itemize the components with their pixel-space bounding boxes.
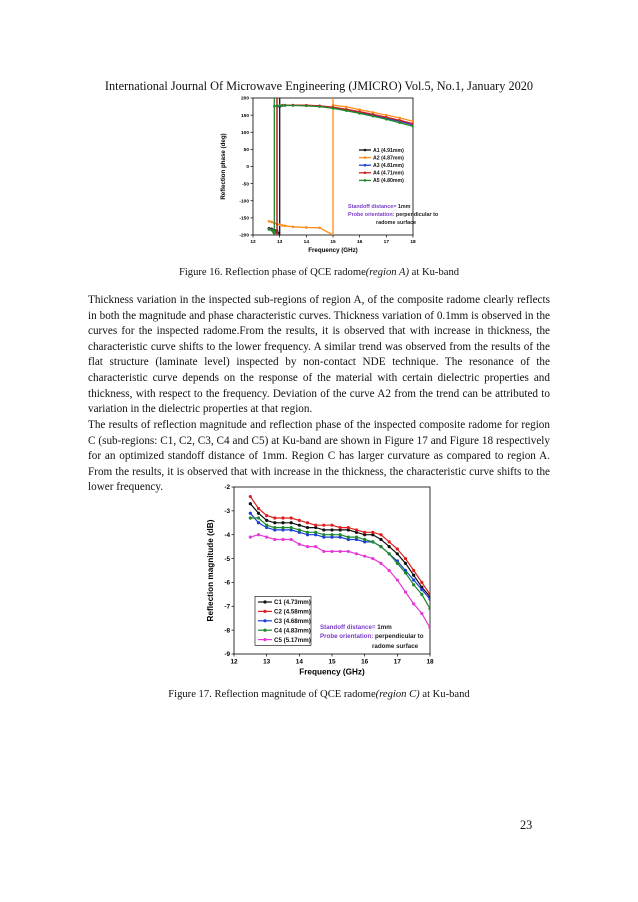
x-tick-label: 15 — [330, 239, 336, 245]
y-tick-label: -50 — [242, 182, 249, 188]
data-point — [428, 593, 431, 596]
y-tick-label: 150 — [240, 113, 249, 119]
y-axis-label: Reflection magnitude (dB) — [206, 519, 215, 622]
data-point — [330, 524, 333, 527]
data-point — [358, 112, 361, 115]
y-tick-label: -9 — [224, 651, 230, 659]
figure-17-annotation-line1 — [320, 624, 392, 631]
figure-17-caption — [0, 689, 638, 700]
data-point — [257, 507, 260, 510]
figure-16-caption-region: (region A) — [365, 267, 410, 278]
data-point — [306, 545, 309, 548]
figure-17-caption-band: at Ku-band — [419, 689, 470, 700]
data-point — [404, 571, 407, 574]
data-point — [276, 105, 279, 108]
data-point — [339, 533, 342, 536]
data-point — [347, 526, 350, 529]
data-point — [428, 626, 431, 629]
data-point — [412, 583, 415, 586]
figure-17-annotation-line2 — [320, 633, 424, 640]
data-point — [257, 521, 260, 524]
data-point — [298, 543, 301, 546]
data-point — [318, 105, 321, 108]
data-point — [292, 225, 295, 228]
data-point — [249, 512, 252, 515]
y-tick-label: -8 — [224, 627, 230, 635]
figure-16-annotation-standoff-value: 1mm — [396, 204, 411, 210]
legend-marker-5 — [263, 638, 266, 641]
figure-16-annotation-line1 — [348, 204, 411, 210]
data-point — [398, 121, 401, 124]
figure-16-caption-main: Figure 16. Reflection phase of QCE radome — [178, 267, 366, 278]
x-tick-label: 13 — [276, 239, 283, 245]
data-point — [412, 120, 415, 123]
x-axis-label: Frequency (GHz) — [299, 667, 365, 677]
y-tick-label: -5 — [224, 555, 230, 563]
data-point — [278, 104, 281, 107]
data-point — [265, 519, 268, 522]
figure-17-annotation-standoff-value: 1mm — [375, 624, 392, 631]
data-point — [322, 528, 325, 531]
legend-label-2: C2 (4.58mm) — [274, 608, 311, 616]
x-axis-label: Frequency (GHz) — [308, 247, 358, 254]
data-point — [330, 533, 333, 536]
data-point — [298, 528, 301, 531]
data-point — [420, 581, 423, 584]
figure-17-chart — [204, 481, 444, 681]
series-line-4 — [250, 518, 430, 609]
data-point — [318, 227, 321, 230]
data-point — [268, 220, 271, 223]
data-point — [273, 105, 276, 108]
data-point — [249, 516, 252, 519]
legend-marker-1 — [263, 600, 266, 603]
y-tick-label: -100 — [239, 199, 249, 205]
data-point — [273, 521, 276, 524]
x-tick-label: 13 — [263, 658, 271, 666]
data-point — [396, 562, 399, 565]
legend-marker-5 — [364, 179, 367, 182]
data-point — [398, 117, 401, 120]
data-point — [314, 524, 317, 527]
legend-marker-2 — [263, 610, 266, 613]
data-point — [290, 516, 293, 519]
figure-16-annotation-line3: radome surface — [376, 220, 417, 226]
data-point — [273, 526, 276, 529]
figure-17-caption-main: Figure 17. Reflection magnitude of QCE radome — [168, 689, 376, 700]
data-point — [388, 569, 391, 572]
data-point — [290, 538, 293, 541]
data-point — [281, 521, 284, 524]
data-point — [290, 521, 293, 524]
x-tick-label: 18 — [426, 658, 434, 666]
x-tick-label: 17 — [393, 658, 401, 666]
data-point — [298, 524, 301, 527]
data-point — [292, 104, 295, 107]
legend-marker-3 — [263, 619, 266, 622]
y-tick-label: -4 — [224, 531, 230, 539]
data-point — [270, 229, 273, 232]
journal-header: International Journal Of Microwave Engineering (JMICRO) Vol.5, No.1, January 2020 — [104, 79, 534, 93]
data-point — [265, 536, 268, 539]
data-point — [257, 533, 260, 536]
x-tick-label: 14 — [303, 239, 310, 245]
data-point — [412, 578, 415, 581]
figure-16-annotation-probe-label: Probe orientation: — [348, 212, 395, 218]
x-tick-label: 16 — [356, 239, 363, 245]
data-point — [398, 119, 401, 122]
data-point — [314, 545, 317, 548]
y-tick-label: -150 — [239, 216, 249, 222]
legend-marker-1 — [364, 149, 367, 152]
data-point — [428, 607, 431, 610]
data-point — [379, 533, 382, 536]
data-point — [257, 512, 260, 515]
data-point — [412, 122, 415, 125]
legend-label-4: A4 (4.71mm) — [373, 170, 404, 177]
data-point — [322, 533, 325, 536]
legend-marker-3 — [364, 164, 367, 167]
data-point — [306, 521, 309, 524]
figure-16-caption — [0, 267, 638, 278]
data-point — [404, 590, 407, 593]
data-point — [314, 531, 317, 534]
legend-label-3: C3 (4.68mm) — [274, 617, 311, 625]
legend-label-5: A5 (4.80mm) — [373, 178, 404, 185]
data-point — [355, 552, 358, 555]
figure-17-annotation-probe-label: Probe orientation: — [320, 633, 374, 640]
data-point — [371, 557, 374, 560]
y-tick-label: -6 — [224, 579, 230, 587]
data-point — [322, 524, 325, 527]
figure-17-annotation-line3: radome surface — [372, 643, 419, 650]
data-point — [412, 569, 415, 572]
data-point — [249, 495, 252, 498]
data-point — [379, 545, 382, 548]
figure-17-legend — [255, 596, 311, 645]
data-point — [268, 228, 271, 231]
data-point — [428, 598, 431, 601]
data-point — [332, 107, 335, 110]
data-point — [396, 578, 399, 581]
data-point — [273, 516, 276, 519]
legend-marker-4 — [364, 172, 367, 175]
data-point — [270, 221, 273, 224]
legend-label-1: C1 (4.73mm) — [274, 599, 311, 607]
data-point — [281, 538, 284, 541]
figure-16-annotation-probe-value: perpendicular to — [394, 212, 439, 218]
figure-17-annotation-probe-value: perpendicular to — [373, 633, 424, 640]
legend-label-4: C4 (4.83mm) — [274, 627, 311, 635]
body-paragraph-2: The results of reflection magnitude and reflection phase of the inspected composite radome for region C (sub-regions: C1, C2, C3, C4 and C5) at Ku-band are shown in Figure 17 and Figure 18 respectively for an optimized standoff distance of 1mm. Region C has larger curvature as compared to region A. From the results, it is observed that with increase in the thickness, the characteristic curve shifts to the lower frequency. — [88, 419, 550, 494]
data-point — [363, 555, 366, 558]
y-axis-label: Reflection phase (deg) — [220, 133, 227, 200]
data-point — [404, 557, 407, 560]
data-point — [379, 562, 382, 565]
data-point — [420, 612, 423, 615]
data-point — [265, 514, 268, 517]
figure-17-caption-region: (region C) — [375, 689, 420, 700]
data-point — [305, 105, 308, 108]
data-point — [330, 528, 333, 531]
y-tick-label: -2 — [224, 484, 230, 492]
data-point — [385, 118, 388, 121]
figure-16-annotation-line2 — [348, 212, 439, 218]
data-point — [345, 109, 348, 112]
data-point — [281, 526, 284, 529]
data-point — [372, 115, 375, 118]
y-tick-label: 0 — [246, 165, 249, 171]
data-point — [347, 536, 350, 539]
data-point — [347, 550, 350, 553]
figure-17-annotation-standoff-label: Standoff distance= — [320, 624, 376, 631]
y-tick-label: -7 — [224, 603, 230, 611]
y-tick-label: -200 — [239, 233, 249, 239]
legend-label-3: A3 (4.81mm) — [373, 163, 404, 170]
data-point — [281, 104, 284, 107]
data-point — [278, 223, 281, 226]
x-tick-label: 12 — [230, 658, 238, 666]
data-point — [371, 540, 374, 543]
figure-16-caption-band: at Ku-band — [409, 267, 460, 278]
x-tick-label: 14 — [295, 658, 303, 666]
data-point — [404, 562, 407, 565]
y-tick-label: 50 — [243, 148, 249, 154]
data-point — [412, 602, 415, 605]
data-point — [339, 526, 342, 529]
data-point — [284, 224, 287, 227]
legend-marker-2 — [364, 156, 367, 159]
data-point — [281, 516, 284, 519]
data-point — [290, 526, 293, 529]
y-tick-label: 100 — [240, 130, 249, 136]
data-point — [412, 125, 415, 128]
body-paragraph-1: Thickness variation in the inspected sub-regions of region A, of the composite radome clearly reflects in both the magnitude and phase characteristic curves. Thickness variation of 0.1mm is observed in the curves for the inspected radome.From the results, it is observed that with increase in thickness, the characteristic curve shifts to the lower frequency. A similar trend was observed from the results of the flat structure (laminate level) inspected by non-contact NDE technique. The resonance of the characteristic curve depends on the response of the material with certain dielectric properties and thickness, with respect to the frequency. Deviation of the curve A2 from the trend can be attributed to variation in the dielectric properties at that region. — [88, 294, 550, 416]
data-point — [330, 550, 333, 553]
y-tick-label: 200 — [240, 96, 249, 102]
data-point — [396, 547, 399, 550]
data-point — [345, 106, 348, 109]
data-point — [396, 552, 399, 555]
data-point — [306, 531, 309, 534]
data-point — [355, 536, 358, 539]
data-point — [363, 538, 366, 541]
figure-16-annotation-standoff-label: Standoff distance= — [348, 204, 397, 210]
data-point — [339, 550, 342, 553]
figure-16-legend — [359, 148, 404, 184]
data-point — [305, 226, 308, 229]
data-point — [322, 550, 325, 553]
legend-marker-4 — [263, 629, 266, 632]
data-point — [388, 540, 391, 543]
data-point — [420, 588, 423, 591]
x-tick-label: 17 — [383, 239, 390, 245]
data-point — [388, 545, 391, 548]
data-point — [412, 574, 415, 577]
legend-label-5: C5 (5.17mm) — [274, 636, 311, 644]
data-point — [249, 502, 252, 505]
series-line-2 — [250, 497, 430, 595]
x-tick-label: 15 — [328, 658, 336, 666]
data-point — [265, 524, 268, 527]
legend-label-2: A2 (4.87mm) — [373, 155, 404, 162]
data-point — [284, 104, 287, 107]
data-point — [273, 538, 276, 541]
page-number: 23 — [520, 818, 533, 832]
x-tick-label: 12 — [250, 239, 256, 245]
data-point — [371, 531, 374, 534]
data-point — [306, 526, 309, 529]
data-point — [249, 536, 252, 539]
data-point — [363, 531, 366, 534]
x-tick-label: 16 — [361, 658, 369, 666]
figure-16-chart — [215, 94, 439, 260]
data-point — [281, 224, 284, 227]
data-point — [379, 538, 382, 541]
y-tick-label: -3 — [224, 508, 230, 516]
data-point — [257, 516, 260, 519]
legend-label-1: A1 (4.91mm) — [373, 147, 404, 154]
x-tick-label: 18 — [410, 239, 416, 245]
data-point — [298, 519, 301, 522]
data-point — [388, 552, 391, 555]
data-point — [420, 593, 423, 596]
data-point — [355, 528, 358, 531]
